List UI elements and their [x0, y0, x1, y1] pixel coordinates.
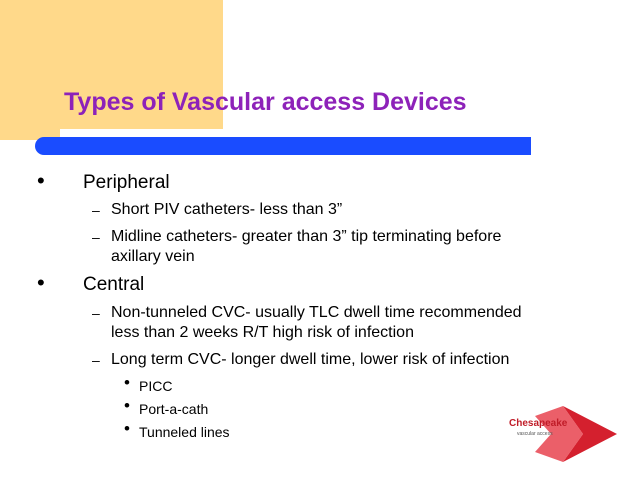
bullet-dot-icon: • — [37, 270, 45, 295]
list-item-continuation: axillary vein — [111, 248, 195, 265]
bullet-dot-icon: • — [124, 419, 130, 438]
list-item: Short PIV catheters- less than 3” — [111, 201, 343, 218]
section-heading-central: Central — [83, 274, 145, 295]
sub-list-item: Tunneled lines — [139, 424, 230, 440]
dash-icon: – — [92, 352, 100, 368]
sub-list-item: PICC — [139, 378, 173, 394]
list-item-continuation: less than 2 weeks R/T high risk of infection — [111, 324, 414, 341]
chesapeake-logo — [505, 402, 621, 466]
section-heading-peripheral: Peripheral — [83, 172, 170, 193]
bullet-dot-icon: • — [37, 168, 45, 193]
sub-list-item: Port-a-cath — [139, 401, 209, 417]
slide-title: Types of Vascular access Devices — [64, 88, 467, 116]
bullet-dot-icon: • — [124, 396, 130, 415]
bullet-dot-icon: • — [124, 373, 130, 392]
dash-icon: – — [92, 229, 100, 245]
dash-icon: – — [92, 305, 100, 321]
logo-wordmark: Chesapeake — [509, 418, 568, 429]
list-item: Non-tunneled CVC- usually TLC dwell time recommended — [111, 304, 522, 321]
logo-tagline: vascular access — [517, 431, 553, 437]
dash-icon: – — [92, 202, 100, 218]
list-item: Midline catheters- greater than 3” tip terminating before — [111, 228, 502, 245]
list-item: Long term CVC- longer dwell time, lower risk of infection — [111, 351, 510, 368]
